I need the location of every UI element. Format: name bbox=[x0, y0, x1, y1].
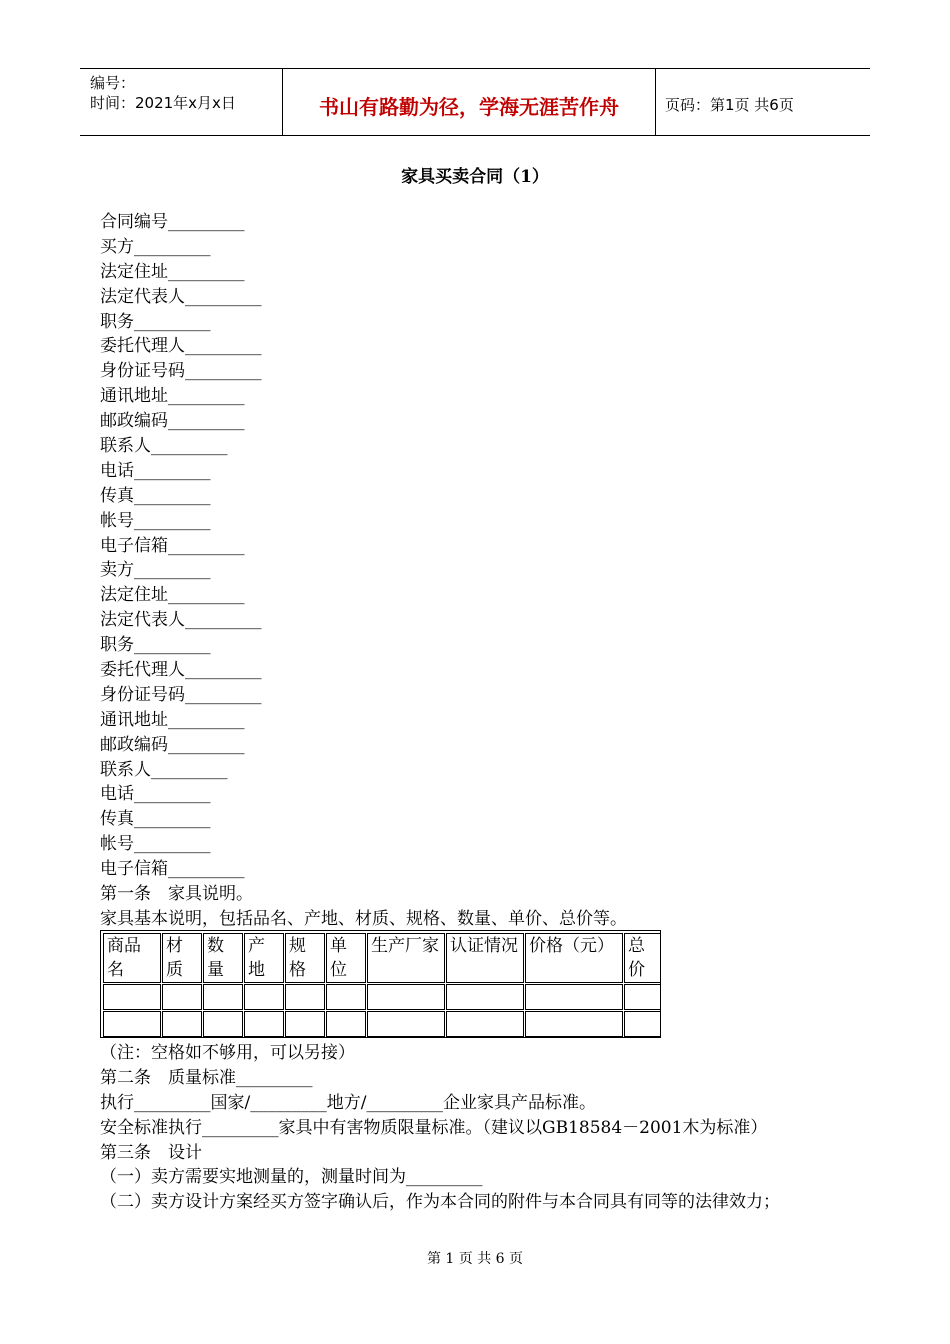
table-cell bbox=[244, 1011, 284, 1037]
header-time: 时间：2021年x月x日 bbox=[90, 94, 236, 112]
party-line: 电话_________ bbox=[100, 460, 211, 481]
table-cell bbox=[103, 984, 161, 1010]
table-cell bbox=[624, 984, 661, 1010]
clause-line: 第三条 设计 bbox=[100, 1142, 202, 1163]
table-cell bbox=[203, 1011, 243, 1037]
party-line: 法定住址_________ bbox=[100, 261, 245, 282]
party-line: 帐号_________ bbox=[100, 834, 211, 855]
header-motto: 书山有路勤为径，学海无涯苦作舟 bbox=[319, 95, 619, 119]
table-cell bbox=[525, 1011, 623, 1037]
table-cell bbox=[162, 1011, 202, 1037]
party-line: 买方_________ bbox=[100, 236, 211, 257]
table-cell bbox=[285, 1011, 325, 1037]
table-header-cell: 单位 bbox=[326, 933, 366, 983]
party-line: 委托代理人_________ bbox=[100, 336, 262, 357]
clause-line: 执行_________国家/_________地方/_________企业家具产品标准。 bbox=[100, 1092, 596, 1113]
table-cell bbox=[525, 984, 623, 1010]
party-line: 卖方_________ bbox=[100, 560, 211, 581]
party-line: 通讯地址_________ bbox=[100, 386, 245, 407]
document-header bbox=[80, 68, 870, 136]
party-line: 通讯地址_________ bbox=[100, 709, 245, 730]
party-line: 联系人_________ bbox=[100, 436, 228, 457]
clause-line: 第二条 质量标准_________ bbox=[100, 1067, 313, 1088]
document-title: 家具买卖合同（1） bbox=[401, 167, 549, 187]
table-header-row bbox=[103, 933, 661, 983]
party-line: 家具基本说明，包括品名、产地、材质、规格、数量、单价、总价等。 bbox=[100, 908, 627, 929]
header-meta bbox=[80, 69, 282, 135]
table-cell bbox=[446, 984, 524, 1010]
page-footer: 第 1 页 共 6 页 bbox=[426, 1251, 524, 1267]
party-line: 联系人_________ bbox=[100, 759, 228, 780]
party-line: 第一条 家具说明。 bbox=[100, 884, 253, 905]
table-row bbox=[103, 984, 661, 1010]
table-cell bbox=[367, 984, 445, 1010]
party-line: 法定代表人_________ bbox=[100, 610, 262, 631]
party-line: 职务_________ bbox=[100, 311, 211, 332]
table-header-cell: 规格 bbox=[285, 933, 325, 983]
party-line: 委托代理人_________ bbox=[100, 660, 262, 681]
party-line: 电子信箱_________ bbox=[100, 535, 245, 556]
table-cell bbox=[285, 984, 325, 1010]
table-header-cell: 生产厂家 bbox=[367, 933, 445, 983]
table-cell bbox=[103, 1011, 161, 1037]
party-line: 法定住址_________ bbox=[100, 585, 245, 606]
party-line: 邮政编码_________ bbox=[100, 734, 245, 755]
table-cell bbox=[244, 984, 284, 1010]
party-line: 传真_________ bbox=[100, 809, 211, 830]
table-row bbox=[103, 1011, 661, 1037]
header-page: 页码：第1页 共6页 bbox=[665, 96, 794, 114]
party-line: 电子信箱_________ bbox=[100, 859, 245, 880]
clause-line: （注：空格如不够用，可以另接） bbox=[100, 1043, 355, 1063]
party-line: 身份证号码_________ bbox=[100, 361, 262, 382]
table-cell bbox=[446, 1011, 524, 1037]
table-cell bbox=[326, 984, 366, 1010]
table-cell bbox=[203, 984, 243, 1010]
table-cell bbox=[624, 1011, 661, 1037]
header-motto-cell bbox=[282, 69, 656, 135]
party-line: 合同编号_________ bbox=[100, 212, 245, 232]
header-page-cell bbox=[655, 69, 870, 135]
party-line: 法定代表人_________ bbox=[100, 286, 262, 307]
party-line: 帐号_________ bbox=[100, 510, 211, 531]
table-header-cell: 材质 bbox=[162, 933, 202, 983]
clause-line: 安全标准执行_________家具中有害物质限量标准。（建议以GB18584－2001木为标准） bbox=[100, 1117, 768, 1138]
clause-line: （一）卖方需要实地测量的，测量时间为_________ bbox=[100, 1167, 483, 1188]
table-header-cell: 产地 bbox=[244, 933, 284, 983]
table-header-cell: 价格（元） bbox=[525, 933, 623, 983]
table-cell bbox=[162, 984, 202, 1010]
clause-line: （二）卖方设计方案经买方签字确认后，作为本合同的附件与本合同具有同等的法律效力； bbox=[100, 1192, 780, 1213]
contract-clauses bbox=[100, 1041, 900, 1215]
party-line: 职务_________ bbox=[100, 635, 211, 656]
table-header-cell: 认证情况 bbox=[446, 933, 524, 983]
table-cell bbox=[367, 1011, 445, 1037]
party-line: 传真_________ bbox=[100, 485, 211, 506]
party-line: 邮政编码_________ bbox=[100, 411, 245, 432]
table-header-cell: 总价 bbox=[624, 933, 661, 983]
table-header-cell: 数量 bbox=[203, 933, 243, 983]
header-number: 编号： bbox=[90, 74, 136, 92]
goods-table bbox=[100, 930, 661, 1038]
party-line: 电话_________ bbox=[100, 784, 211, 805]
party-line: 身份证号码_________ bbox=[100, 684, 262, 705]
table-header-cell: 商品名 bbox=[103, 933, 161, 983]
table-cell bbox=[326, 1011, 366, 1037]
party-info-lines bbox=[100, 210, 880, 932]
